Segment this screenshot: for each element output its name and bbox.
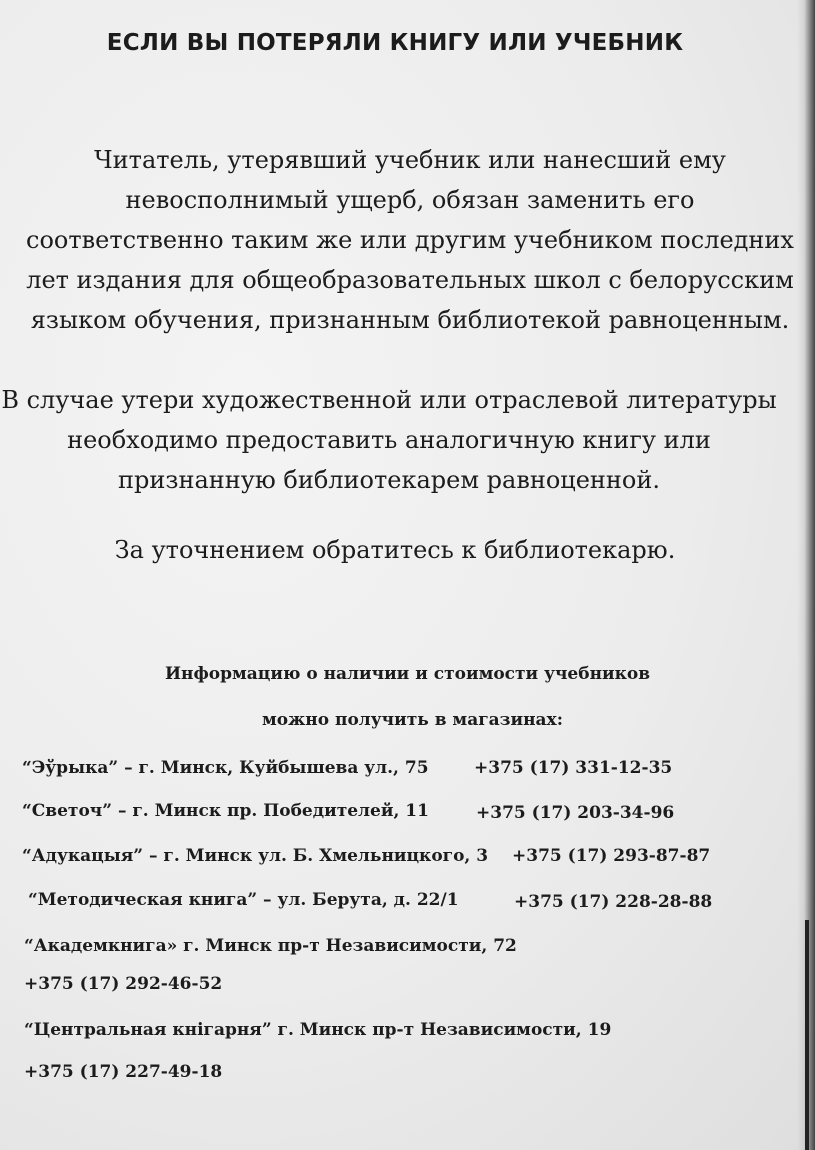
page-edge-line (805, 920, 809, 1150)
shop-phone: +375 (17) 227-49-18 (24, 1062, 223, 1082)
shop-name: “Адукацыя” – г. Минск ул. Б. Хмельницкого, 3 (22, 846, 489, 866)
paragraph-fiction-loss (0, 380, 784, 500)
paragraph-line: лет издания для общеобразовательных школ с белорусским (26, 266, 794, 294)
info-heading: Информацию о наличии и стоимости учебников (164, 664, 651, 684)
paragraph-line: В случае утери художественной или отраслевой литературы (1, 386, 777, 414)
shop-phone: +375 (17) 293-87-87 (512, 846, 711, 866)
paragraph-line: Читатель, утерявший учебник или нанесший ему (94, 146, 726, 174)
shop-phone: +375 (17) 292-46-52 (24, 974, 223, 994)
paragraph-line: невосполнимый ущерб, обязан заменить его (125, 186, 695, 214)
paragraph-line: соответственно таким же или другим учебником последних (26, 226, 794, 254)
shop-entry (22, 846, 711, 866)
paragraph-contact-librarian (0, 530, 790, 570)
shop-phone: +375 (17) 228-28-88 (514, 892, 713, 912)
shop-phone: +375 (17) 331-12-35 (474, 758, 673, 778)
paragraph-line: признанную библиотекарем равноценной. (118, 466, 660, 494)
info-subheading: можно получить в магазинах: (262, 710, 563, 730)
paragraph-replacement-rules (10, 140, 810, 340)
paragraph-line: необходимо предоставить аналогичную книгу или (67, 426, 711, 454)
shop-phone: +375 (17) 203-34-96 (476, 803, 675, 823)
shop-entry (28, 890, 713, 912)
shop-entry (22, 801, 675, 823)
shop-entry (22, 758, 673, 778)
shop-name: “Методическая книга” – ул. Берута, д. 22/1 (28, 890, 459, 910)
paragraph-line: За уточнением обратитесь к библиотекарю. (114, 536, 676, 564)
shop-entry (24, 936, 517, 994)
shop-name: “Эўрыка” – г. Минск, Куйбышева ул., 75 (22, 758, 429, 778)
shop-name: “Центральная кнiгарня” г. Минск пр-т Независимости, 19 (24, 1020, 612, 1040)
paragraph-line: языком обучения, признанным библиотекой равноценным. (30, 306, 790, 334)
shop-entry (24, 1020, 612, 1082)
notice-title: ЕСЛИ ВЫ ПОТЕРЯЛИ КНИГУ ИЛИ УЧЕБНИК (106, 30, 684, 56)
shop-name: “Светоч” – г. Минск пр. Победителей, 11 (22, 801, 429, 821)
shop-name: “Академкнига» г. Минск пр-т Независимости, 72 (24, 936, 517, 956)
